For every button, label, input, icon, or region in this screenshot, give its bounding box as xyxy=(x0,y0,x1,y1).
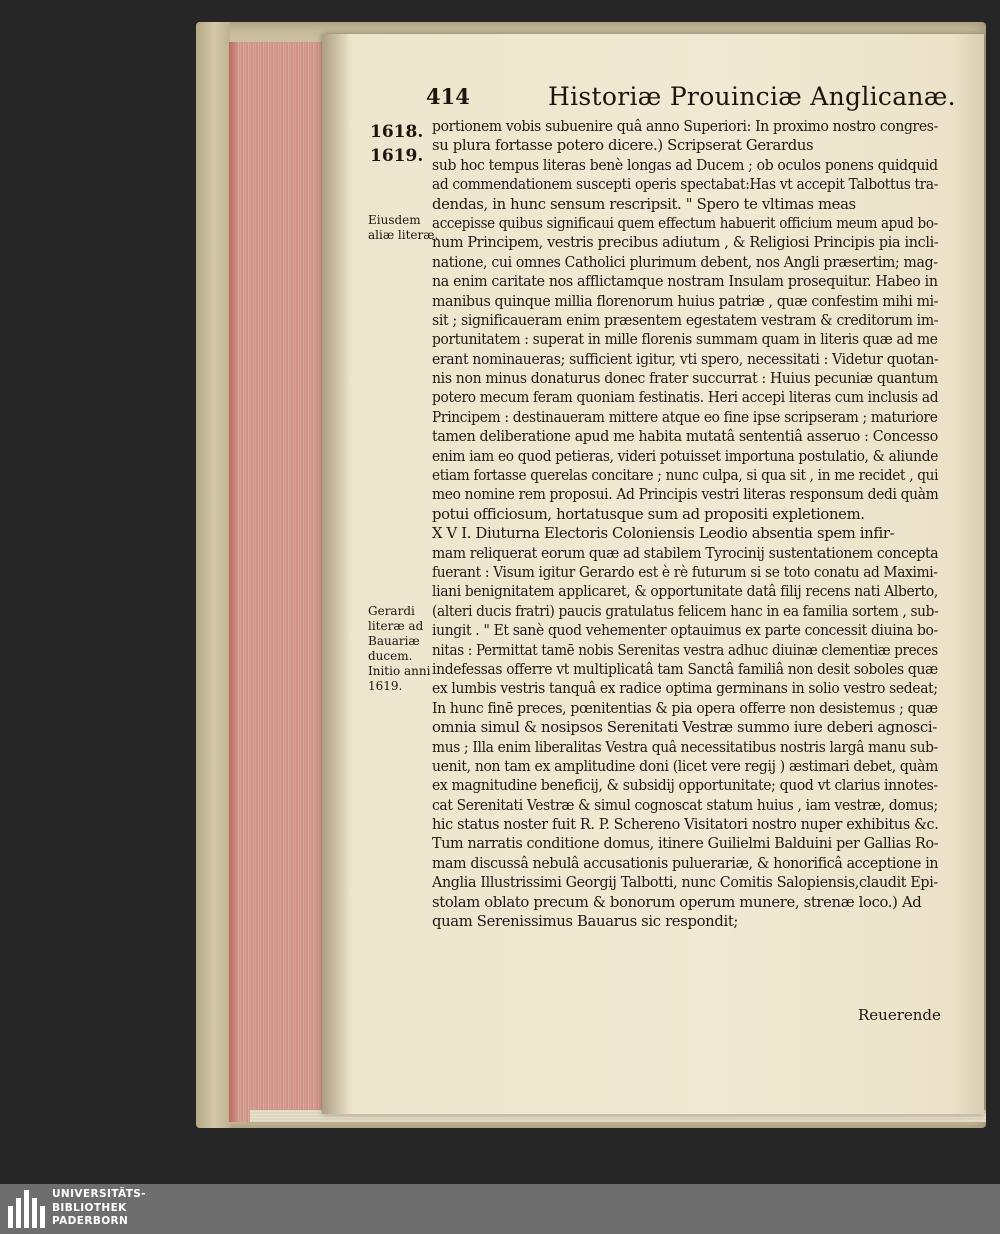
text-line: quam Serenissimus Bauarus sic respondit; xyxy=(432,913,739,931)
text-line: dendas, in hunc sensum rescripsit. " Spero te vltimas meas xyxy=(432,195,856,213)
text-line: (alteri ducis fratri) paucis gratulatus felicem hanc in ea familia sortem , sub- xyxy=(432,602,939,620)
text-line: nitas : Permittat tamē nobis Serenitas vestra adhuc diuinæ clementiæ preces xyxy=(432,641,938,659)
text-line: portionem vobis subuenire quâ anno Superiori: In proximo nostro congres- xyxy=(432,118,938,135)
library-footer xyxy=(0,1184,1000,1234)
margin-note-eiusdem xyxy=(368,213,439,243)
book-spine xyxy=(196,22,230,1128)
text-line: cat Serenitati Vestræ & simul cognoscat statum huius , iam vestræ, domus; xyxy=(432,796,938,814)
text-line: omnia simul & nosipsos Serenitati Vestræ summo iure deberi agnosci- xyxy=(432,719,937,737)
margin-note-line: Bauariæ xyxy=(368,634,420,648)
text-line: mam reliquerat eorum quæ ad stabilem Tyrocinij sustentationem concepta xyxy=(432,544,939,562)
text-line: mus ; Illa enim liberalitas Vestra quâ necessitatibus nostris largâ manu sub- xyxy=(432,738,938,756)
text-line: num Principem, vestris precibus adiutum , & Religiosi Principis pia incli- xyxy=(432,234,939,252)
text-line: tamen deliberatione apud me habita mutatâ sententiâ asseruo : Concesso xyxy=(432,428,938,446)
body-text xyxy=(432,117,938,931)
text-line: sit ; significaueram enim præsentem egestatem vestram & creditorum im- xyxy=(432,311,939,329)
margin-note-line: Initio anni xyxy=(368,664,431,678)
margin-note-line: aliæ literæ. xyxy=(368,228,439,242)
text-line: indefessas offerre vt multiplicatâ tam Sanctâ familiâ non desit soboles quæ xyxy=(432,660,938,678)
text-line: su plura fortasse potero dicere.) Scripserat Gerardus xyxy=(432,137,814,155)
text-line: na enim caritate nos afflictamque nostram Insulam prosequitur. Habeo in xyxy=(432,273,938,291)
gutter-shadow xyxy=(322,34,350,1114)
text-line: manibus quinque millia florenorum huius patriæ , quæ confestim mihi mi- xyxy=(432,292,939,310)
text-line: Tum narratis conditione domus, itinere Guilielmi Balduini per Gallias Ro- xyxy=(432,835,939,853)
text-line: fuerant : Visum igitur Gerardo est è rè futurum si se toto conatu ad Maximi- xyxy=(432,563,938,581)
text-line: hic status noster fuit R. P. Schereno Visitatori nostro nuper exhibitus &c. xyxy=(432,816,939,834)
text-line: enim iam eo quod petieras, videri potuisset importuna postulatio, & aliunde xyxy=(432,447,939,465)
text-line: ex magnitudine beneficij, & subsidij opportunitate; quod vt clarius innotes- xyxy=(432,777,938,795)
margin-note-gerardi xyxy=(368,604,430,694)
text-line: uenit, non tam ex amplitudine doni (licet vere regij ) æstimari debet, quàm xyxy=(432,757,939,775)
text-line: potui officiosum, hortatusque sum ad propositi expletionem. xyxy=(432,505,865,523)
text-line: portunitatem : superat in mille florenis summam quam in literis quæ ad me xyxy=(432,331,938,349)
text-line: accepisse quibus significaui quem effectum habuerit officium meum apud bo- xyxy=(432,214,938,232)
margin-note-line: 1619. xyxy=(368,679,403,693)
margin-year: 1619. xyxy=(370,146,424,166)
margin-note-line: literæ ad xyxy=(368,619,424,633)
library-name-line: PADERBORN xyxy=(52,1215,129,1227)
running-title: Historiæ Prouinciæ Anglicanæ. xyxy=(548,82,956,111)
text-line: meo nomine rem proposui. Ad Principis vestri literas responsum dedi quàm xyxy=(432,486,939,504)
margin-note-line: Eiusdem xyxy=(368,213,421,227)
text-line: stolam oblato precum & bonorum operum munere, strenæ loco.) Ad xyxy=(432,893,922,911)
text-line: potero mecum feram quoniam festinatis. Heri accepi literas cum inclusis ad xyxy=(432,389,939,407)
library-name-line: UNIVERSITÄTS- xyxy=(52,1188,147,1200)
text-line: etiam fortasse querelas concitare ; nunc culpa, si qua sit , in me recidet , qui xyxy=(432,467,939,485)
margin-years xyxy=(370,120,430,168)
text-line: nis non minus donaturus donec frater succurrat : Huius pecuniæ quantum xyxy=(432,370,938,388)
text-line: Principem : destinaueram mittere atque eo fine ipse scripseram ; maturiore xyxy=(432,408,938,426)
library-name xyxy=(52,1188,146,1229)
text-line: liani benignitatem applicaret, & opportunitate datâ filij recens nati Alberto, xyxy=(432,583,938,601)
library-name-line: BIBLIOTHEK xyxy=(52,1201,127,1214)
text-line: ex lumbis vestris tanquâ ex radice optima germinans in solio vestro sedeat; xyxy=(432,680,938,698)
text-line: erant nominaueras; sufficient igitur, vti spero, necessitati : Videtur quotan- xyxy=(432,350,939,368)
margin-note-line: Gerardi xyxy=(368,604,415,618)
margin-note-line: ducem. xyxy=(368,649,413,663)
page-number: 414 xyxy=(426,84,470,109)
page-edges xyxy=(229,42,325,1122)
text-line: mam discussâ nebulâ accusationis puluerariæ, & honorificâ acceptione in xyxy=(432,854,939,872)
page-header xyxy=(426,84,966,118)
catchword: Reuerende xyxy=(858,1006,941,1024)
library-logo-icon xyxy=(8,1190,46,1228)
text-line: In hunc finē preces, pœnitentias & pia opera offerre non desistemus ; quæ xyxy=(432,699,938,717)
text-line: Anglia Illustrissimi Georgij Talbotti, nunc Comitis Salopiensis,claudit Epi- xyxy=(432,874,938,892)
text-line: ad commendationem suscepti operis spectabat:Has vt accepit Talbottus tra- xyxy=(432,176,939,194)
margin-year: 1618. xyxy=(370,122,424,142)
text-line: X V I. Diuturna Electoris Coloniensis Leodio absentia spem infir- xyxy=(432,525,895,543)
text-line: iungit . " Et sanè quod vehementer optauimus ex parte concessit diuina bo- xyxy=(432,622,938,640)
text-line: natione, cui omnes Catholici plurimum debent, nos Angli præsertim; mag- xyxy=(432,253,938,271)
text-line: sub hoc tempus literas benè longas ad Ducem ; ob oculos ponens quidquid xyxy=(432,156,938,174)
